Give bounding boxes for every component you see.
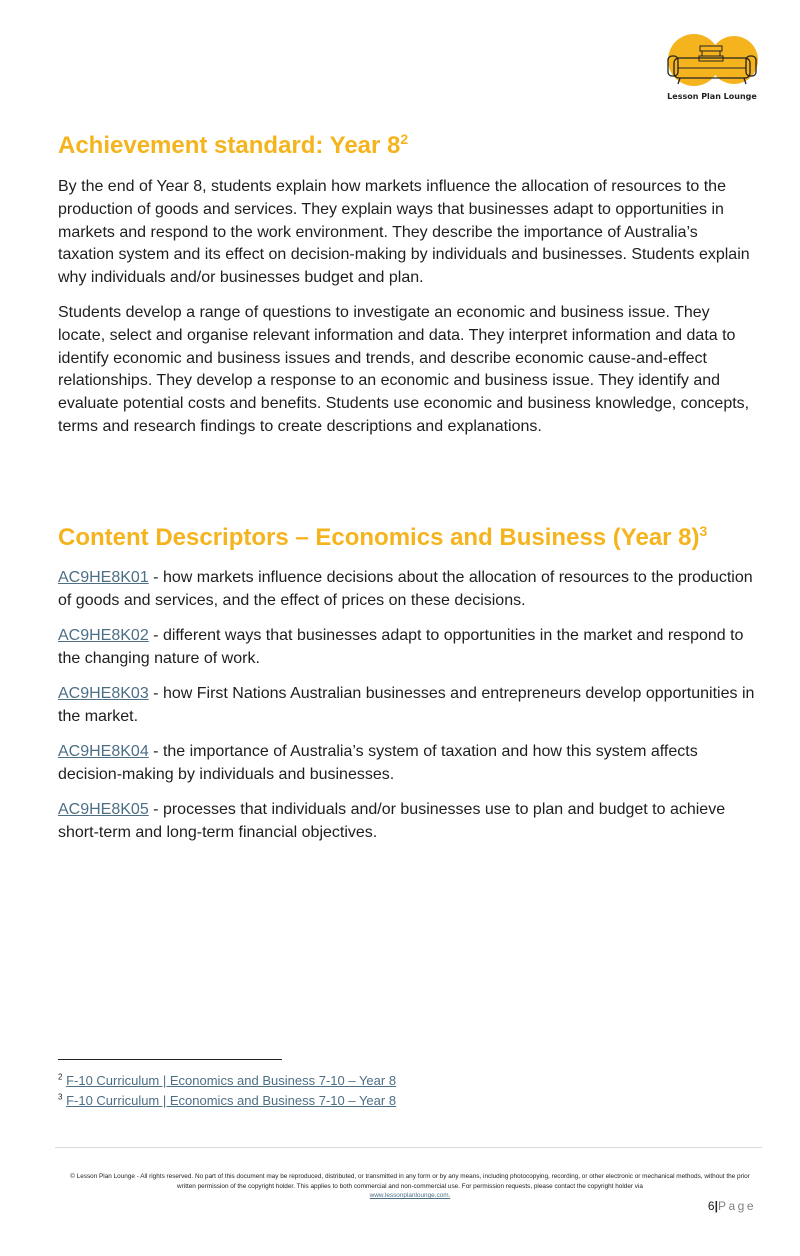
descriptor-code-link[interactable]: AC9HE8K01	[58, 569, 149, 586]
footnote-ref-2[interactable]: 2	[400, 131, 409, 147]
footnote-ref-3[interactable]: 3	[699, 523, 708, 539]
descriptor-text: - the importance of Australia’s system of taxation and how this system affects decision-making by individuals and businesses.	[58, 743, 698, 783]
footnote-number: 3	[58, 1092, 63, 1102]
footnote-3	[58, 1093, 396, 1108]
lesson-plan-lounge-logo	[664, 30, 760, 106]
page-label: Page	[717, 1199, 756, 1213]
achievement-paragraph-1: By the end of Year 8, students explain how markets influence the allocation of resources to the production of goods and services. They explain ways that businesses adapt to opportunities in markets and respond to the work environment. They describe the importance of Australia’s taxation system and its effect on decision-making by individuals and businesses. Students explain why individuals and/or businesses budget and plan.	[58, 178, 750, 287]
footnote-number: 2	[58, 1072, 63, 1082]
descriptor-code-link[interactable]: AC9HE8K03	[58, 685, 149, 702]
descriptor-code-link[interactable]: AC9HE8K02	[58, 627, 149, 644]
content-descriptor-item	[58, 625, 758, 671]
copyright-text: © Lesson Plan Lounge - All rights reserved. No part of this document may be reproduced, distributed, or transmitted in any form or by any means, including photocopying, recording, or other electronic or mechanical methods, without the prior written permission of the copyright holder. This applies to both commercial and non-commercial use. For permission requests, please contact the copyright holder via	[70, 1173, 750, 1190]
descriptor-code-link[interactable]: AC9HE8K04	[58, 743, 149, 760]
page-separator: |	[714, 1199, 718, 1213]
achievement-standard-heading: Achievement standard: Year $8^2$	[58, 131, 409, 159]
content-descriptor-item	[58, 799, 758, 845]
descriptor-text: - different ways that businesses adapt to opportunities in the market and respond to the changing nature of work.	[58, 627, 744, 667]
content-descriptor-item	[58, 741, 758, 787]
footer-divider	[55, 1147, 762, 1148]
footnote-divider	[58, 1059, 282, 1060]
achievement-paragraph-2: Students develop a range of questions to investigate an economic and business issue. They locate, select and organise relevant information and data. They interpret information and data to identify economic and business issues and trends, and describe economic cause-and-effect relationships. They develop a response to an economic and business issue. They identify and evaluate potential costs and benefits. Students use economic and business knowledge, concepts, terms and research findings to create descriptions and explanations.	[58, 304, 750, 435]
content-descriptors-heading: Content Descriptors – Economics and Business (Year 8)$^3$	[58, 523, 708, 551]
descriptor-text: - processes that individuals and/or businesses use to plan and budget to achieve short-term and long-term financial objectives.	[58, 801, 726, 841]
footnote-link[interactable]: F-10 Curriculum | Economics and Business 7-10 – Year 8	[66, 1073, 397, 1088]
content-descriptor-item	[58, 567, 758, 613]
logo-wordmark: Lesson Plan Lounge	[667, 92, 757, 101]
descriptor-text: - how First Nations Australian businesses and entrepreneurs develop opportunities in the market.	[58, 685, 755, 725]
descriptor-text: - how markets influence decisions about the allocation of resources to the production of goods and services, and the effect of prices on these decisions.	[58, 569, 753, 609]
page-number	[708, 1199, 756, 1213]
descriptor-code-link[interactable]: AC9HE8K05	[58, 801, 149, 818]
footnote-link[interactable]: F-10 Curriculum | Economics and Business 7-10 – Year 8	[66, 1093, 397, 1108]
sofa-icon	[664, 30, 760, 92]
page-number-value: 6	[707, 1199, 715, 1213]
website-link[interactable]: www.lessonplanlounge.com.	[369, 1192, 451, 1199]
copyright-notice	[60, 1172, 760, 1201]
footnote-2	[58, 1073, 396, 1088]
content-descriptor-item	[58, 683, 758, 729]
